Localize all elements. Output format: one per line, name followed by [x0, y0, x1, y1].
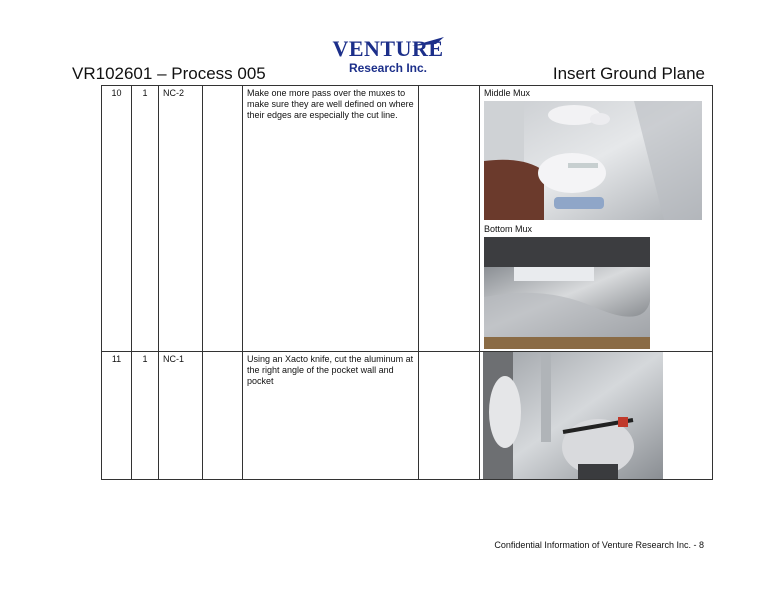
logo-wordmark: VENTURE	[332, 36, 444, 61]
photo-label: Bottom Mux	[484, 224, 533, 234]
step-reference: NC-2	[159, 86, 203, 352]
page-footer: Confidential Information of Venture Research Inc. - 8	[494, 540, 704, 550]
document-id: VR102601 – Process 005	[72, 64, 266, 83]
photo-gloved-hands-pressing-foil	[484, 101, 702, 220]
photo-foil-mux-closeup	[484, 237, 650, 349]
table-row	[102, 352, 713, 480]
step-quantity: 1	[132, 86, 159, 352]
logo-subtitle: Research Inc.	[348, 61, 428, 75]
step-reference: NC-1	[159, 352, 203, 480]
step-photos	[480, 86, 713, 352]
step-col6	[419, 352, 480, 480]
step-number: 11	[102, 352, 132, 480]
step-col4	[203, 86, 243, 352]
photo-label: Middle Mux	[484, 88, 531, 98]
photo-xacto-knife-cutting-foil	[483, 352, 663, 479]
process-steps-table	[101, 85, 713, 480]
step-description: Using an Xacto knife, cut the aluminum at the right angle of the pocket wall and pocket	[243, 352, 419, 480]
step-quantity: 1	[132, 352, 159, 480]
logo-swoosh-icon	[326, 36, 450, 82]
document-title: Insert Ground Plane	[552, 64, 705, 83]
step-col6	[419, 86, 480, 352]
step-photos	[480, 352, 713, 480]
step-description: Make one more pass over the muxes to make sure they are well defined on where their edges are especially the cut line.	[243, 86, 419, 352]
venture-research-logo	[326, 36, 450, 82]
table-row	[102, 86, 713, 352]
step-col4	[203, 352, 243, 480]
step-number: 10	[102, 86, 132, 352]
